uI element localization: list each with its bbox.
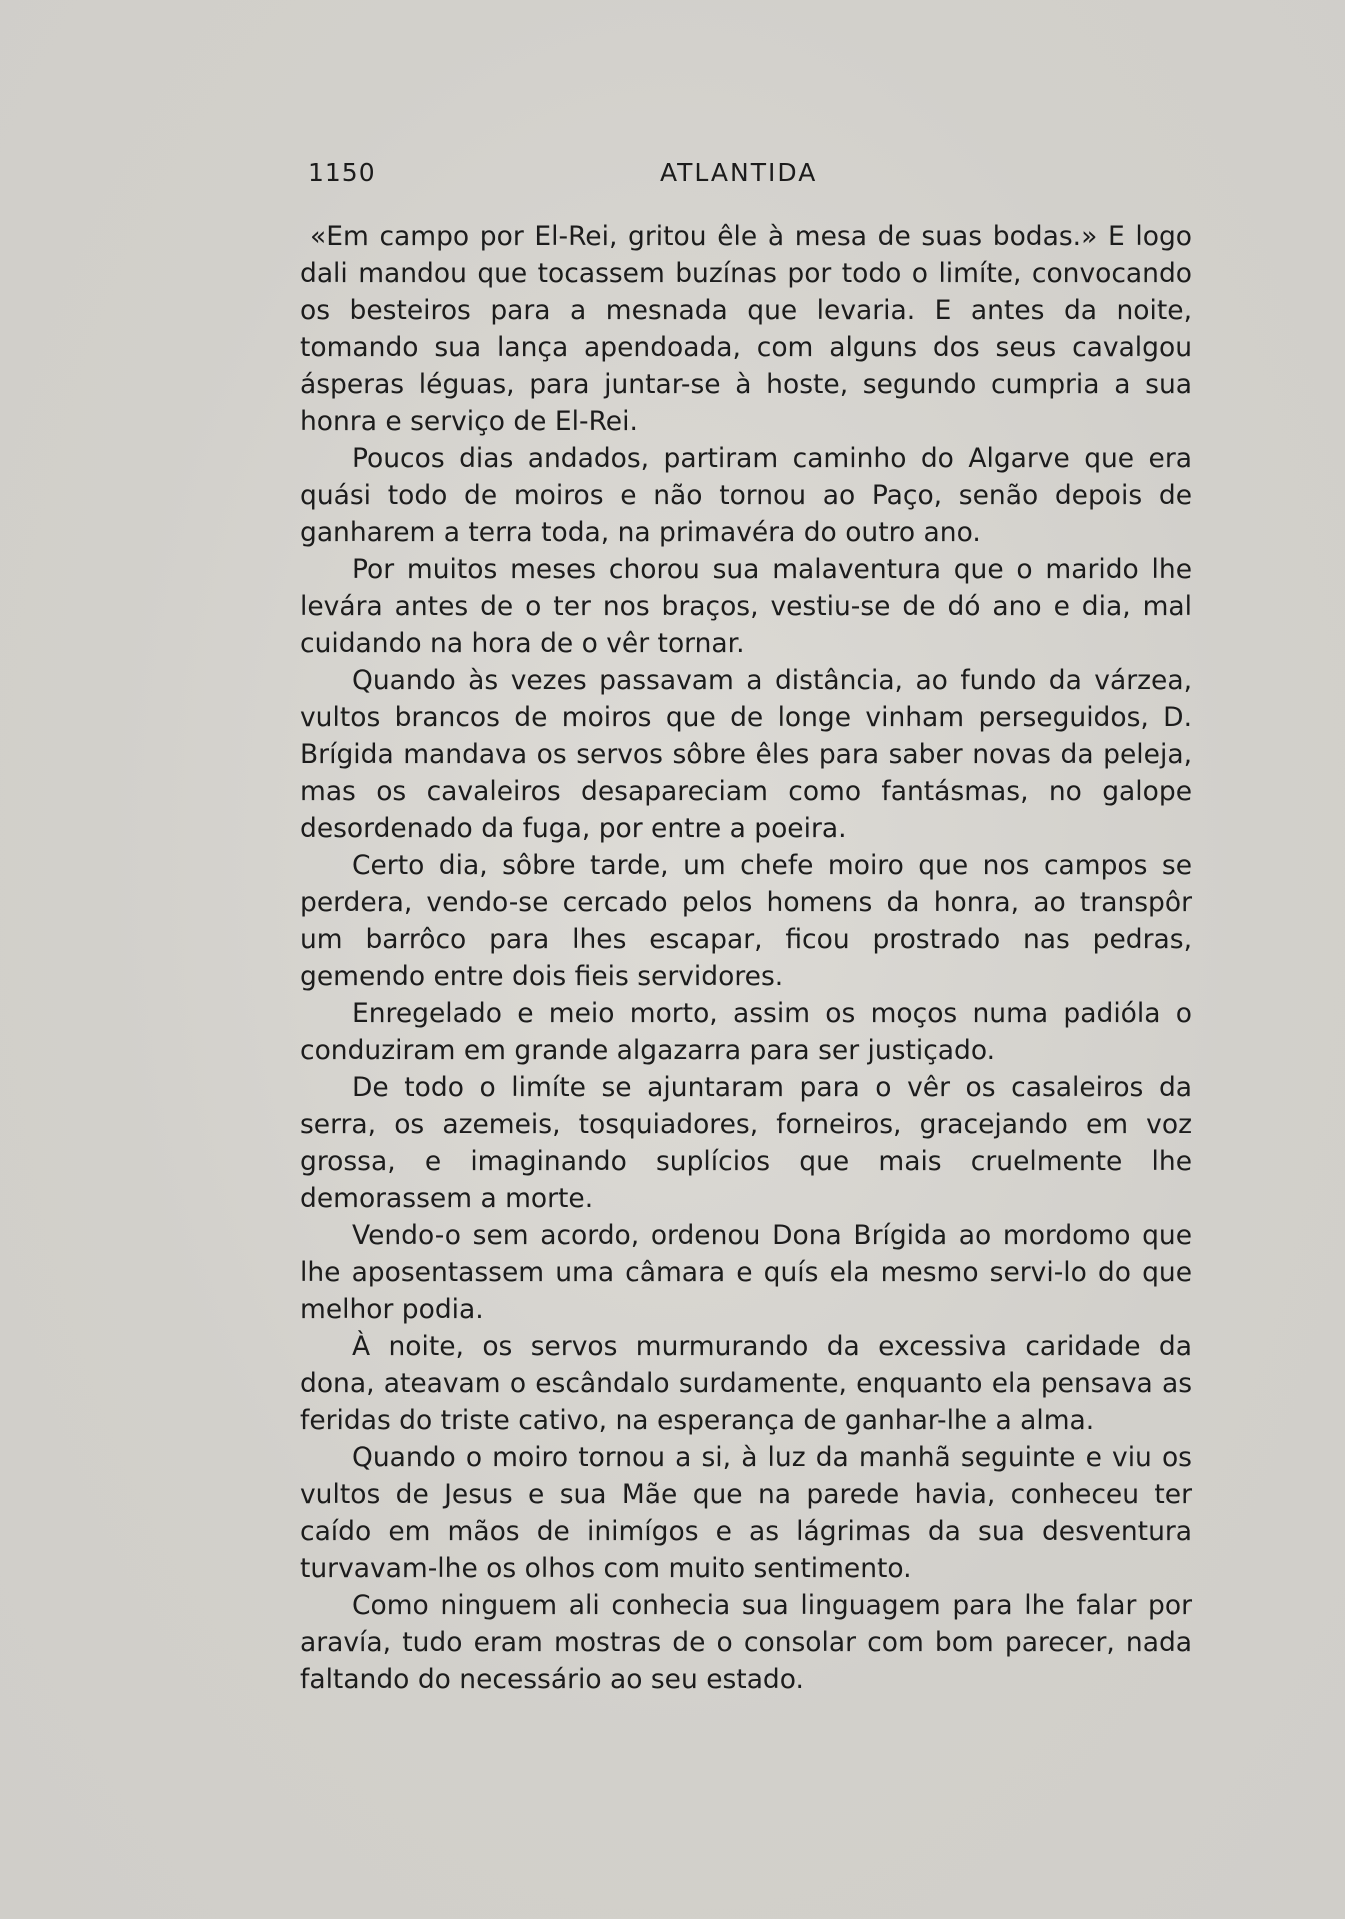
- paragraph-9: À noite, os servos murmurando da excessiva caridade da dona, ateavam o escândalo surdamente, enquanto ela pensava as feridas do triste cativo, na esperança de ganhar-lhe a alma.: [300, 1331, 1192, 1436]
- page-header: [308, 158, 1198, 188]
- paragraph-7: De todo o limíte se ajuntaram para o vêr os casaleiros da serra, os azemeis, tosquiadores, forneiros, gracejando em voz grossa, e imaginando suplícios que mais cruelmente lhe demorassem a morte.: [300, 1072, 1192, 1214]
- running-title: ATLANTIDA: [660, 158, 818, 187]
- paragraph-11: Como ninguem ali conhecia sua linguagem para lhe falar por aravía, tudo eram mostras de o consolar com bom parecer, nada faltando do necessário ao seu estado.: [300, 1590, 1192, 1695]
- paragraph-1: «Em campo por El-Rei, gritou êle à mesa de suas bodas.» E logo dali mandou que tocassem buzínas por todo o limíte, convocando os besteiros para a mesnada que levaria. E antes da noite, tomando sua lança apendoada, com alguns dos seus cavalgou ásperas léguas, para juntar-se à hoste, segundo cumpria a sua honra e serviço de El-Rei.: [300, 221, 1192, 437]
- paragraph-6: Enregelado e meio morto, assim os moços numa padióla o conduziram em grande algazarra para ser justiçado.: [300, 998, 1192, 1066]
- paragraph-4: Quando às vezes passavam a distância, ao fundo da várzea, vultos brancos de moiros que de longe vinham perseguidos, D. Brígida mandava os servos sôbre êles para saber novas da peleja, mas os cavaleiros desapareciam como fantásmas, no galope desordenado da fuga, por entre a poeira.: [300, 665, 1192, 844]
- body-text: [300, 218, 1192, 1698]
- page-number: 1150: [308, 158, 376, 187]
- paragraph-3: Por muitos meses chorou sua malaventura que o marido lhe levára antes de o ter nos braços, vestiu-se de dó ano e dia, mal cuidando na hora de o vêr tornar.: [300, 554, 1192, 659]
- paragraph-10: Quando o moiro tornou a si, à luz da manhã seguinte e viu os vultos de Jesus e sua Mãe que na parede havia, conheceu ter caído em mãos de inimígos e as lágrimas da sua desventura turvavam-lhe os olhos com muito sentimento.: [300, 1442, 1192, 1584]
- paragraph-5: Certo dia, sôbre tarde, um chefe moiro que nos campos se perdera, vendo-se cercado pelos homens da honra, ao transpôr um barrôco para lhes escapar, ficou prostrado nas pedras, gemendo entre dois fieis servidores.: [300, 850, 1192, 992]
- paragraph-8: Vendo-o sem acordo, ordenou Dona Brígida ao mordomo que lhe aposentassem uma câmara e quís ela mesmo servi-lo do que melhor podia.: [300, 1220, 1192, 1325]
- paragraph-2: Poucos dias andados, partiram caminho do Algarve que era quási todo de moiros e não tornou ao Paço, senão depois de ganharem a terra toda, na primavéra do outro ano.: [300, 443, 1192, 548]
